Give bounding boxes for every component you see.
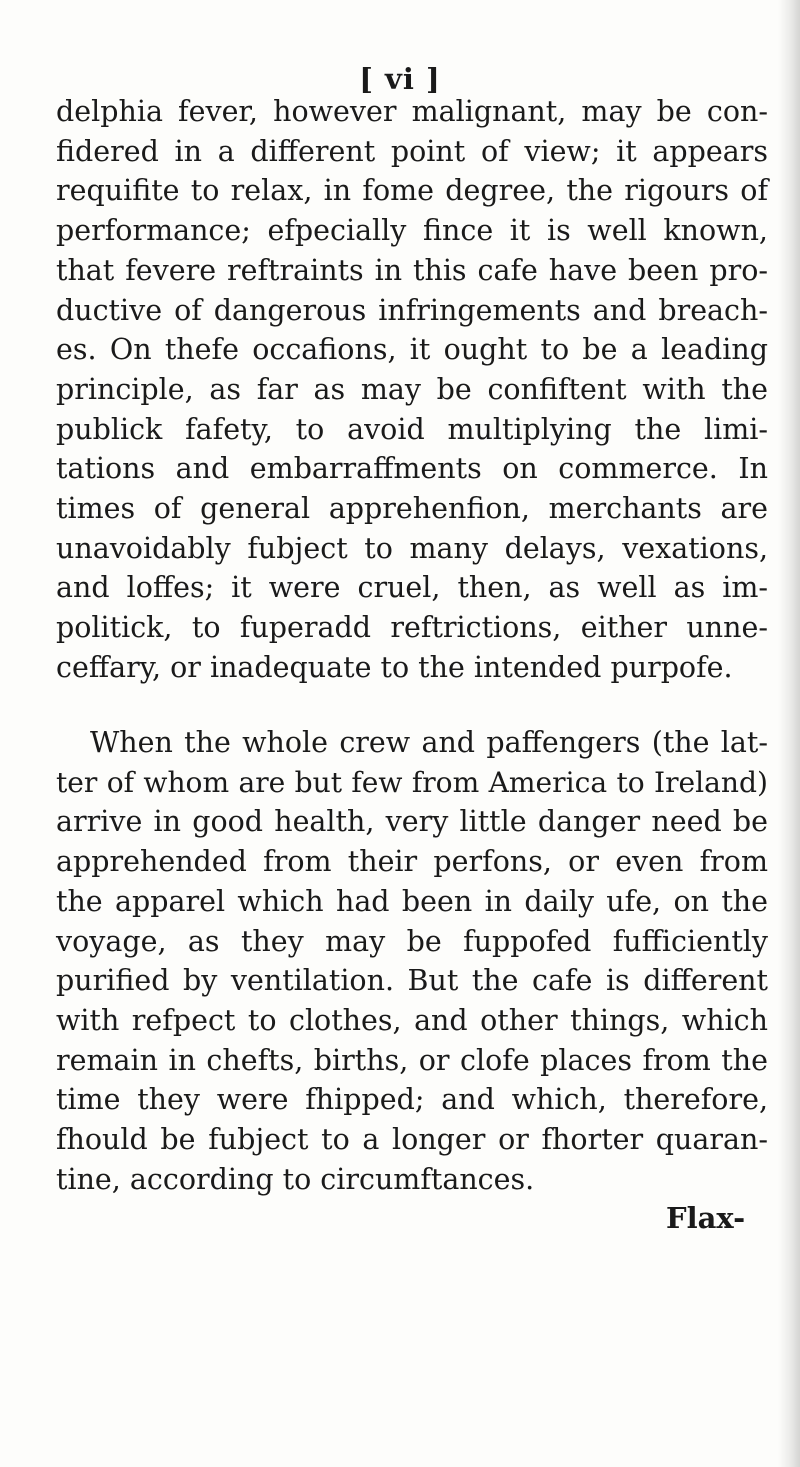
text-line: ter of whom are but few from America to Ireland) xyxy=(56,765,768,799)
text-line: fhould be fubject to a longer or fhorter quaran- xyxy=(56,1123,768,1157)
text-line: purified by ventilation. But the cafe is different xyxy=(56,964,768,998)
text-line: fidered in a different point of view; it appears xyxy=(56,134,768,168)
text-line: remain in chefts, births, or clofe places from the xyxy=(56,1043,768,1077)
text-line: ceffary, or inadequate to the intended purpofe. xyxy=(56,650,733,684)
paragraph-2 xyxy=(56,723,768,1199)
page-gutter-shadow xyxy=(778,0,800,1467)
text-line: ductive of dangerous infringements and breach- xyxy=(56,293,768,327)
text-line: arrive in good health, very little danger need be xyxy=(56,805,768,839)
text-line: principle, as far as may be confiftent with the xyxy=(56,372,768,406)
text-line: tations and embarraffments on commerce. In xyxy=(56,452,768,486)
paragraph-1 xyxy=(56,92,768,688)
text-line: es. On thefe occafions, it ought to be a leading xyxy=(56,333,768,367)
text-line: and loffes; it were cruel, then, as well as im- xyxy=(56,571,768,605)
text-line: tine, according to circumftances. xyxy=(56,1162,535,1196)
text-line: the apparel which had been in daily ufe, on the xyxy=(56,884,768,918)
catchword: Flax- xyxy=(666,1201,746,1235)
text-line: times of general apprehenfion, merchants are xyxy=(56,492,768,526)
text-line: When the whole crew and paffengers (the lat- xyxy=(90,726,768,759)
text-line: delphia fever, however malignant, may be con- xyxy=(56,95,768,128)
page-number: [ vi ] xyxy=(359,62,441,96)
text-line: publick fafety, to avoid multiplying the limi- xyxy=(56,412,768,446)
text-line: apprehended from their perfons, or even from xyxy=(56,845,768,879)
text-line: unavoidably fubject to many delays, vexations, xyxy=(56,531,768,565)
text-line: requifite to relax, in fome degree, the rigours of xyxy=(56,174,768,208)
text-line: politick, to fuperadd reftrictions, either unne- xyxy=(56,611,768,645)
text-line: voyage, as they may be fuppofed fufficiently xyxy=(56,924,768,958)
text-line: performance; efpecially fince it is well known, xyxy=(56,214,768,248)
text-line: time they were fhipped; and which, therefore, xyxy=(56,1083,768,1117)
text-line: with refpect to clothes, and other things, which xyxy=(56,1003,768,1037)
text-line: that fevere reftraints in this cafe have been pro- xyxy=(56,253,768,287)
